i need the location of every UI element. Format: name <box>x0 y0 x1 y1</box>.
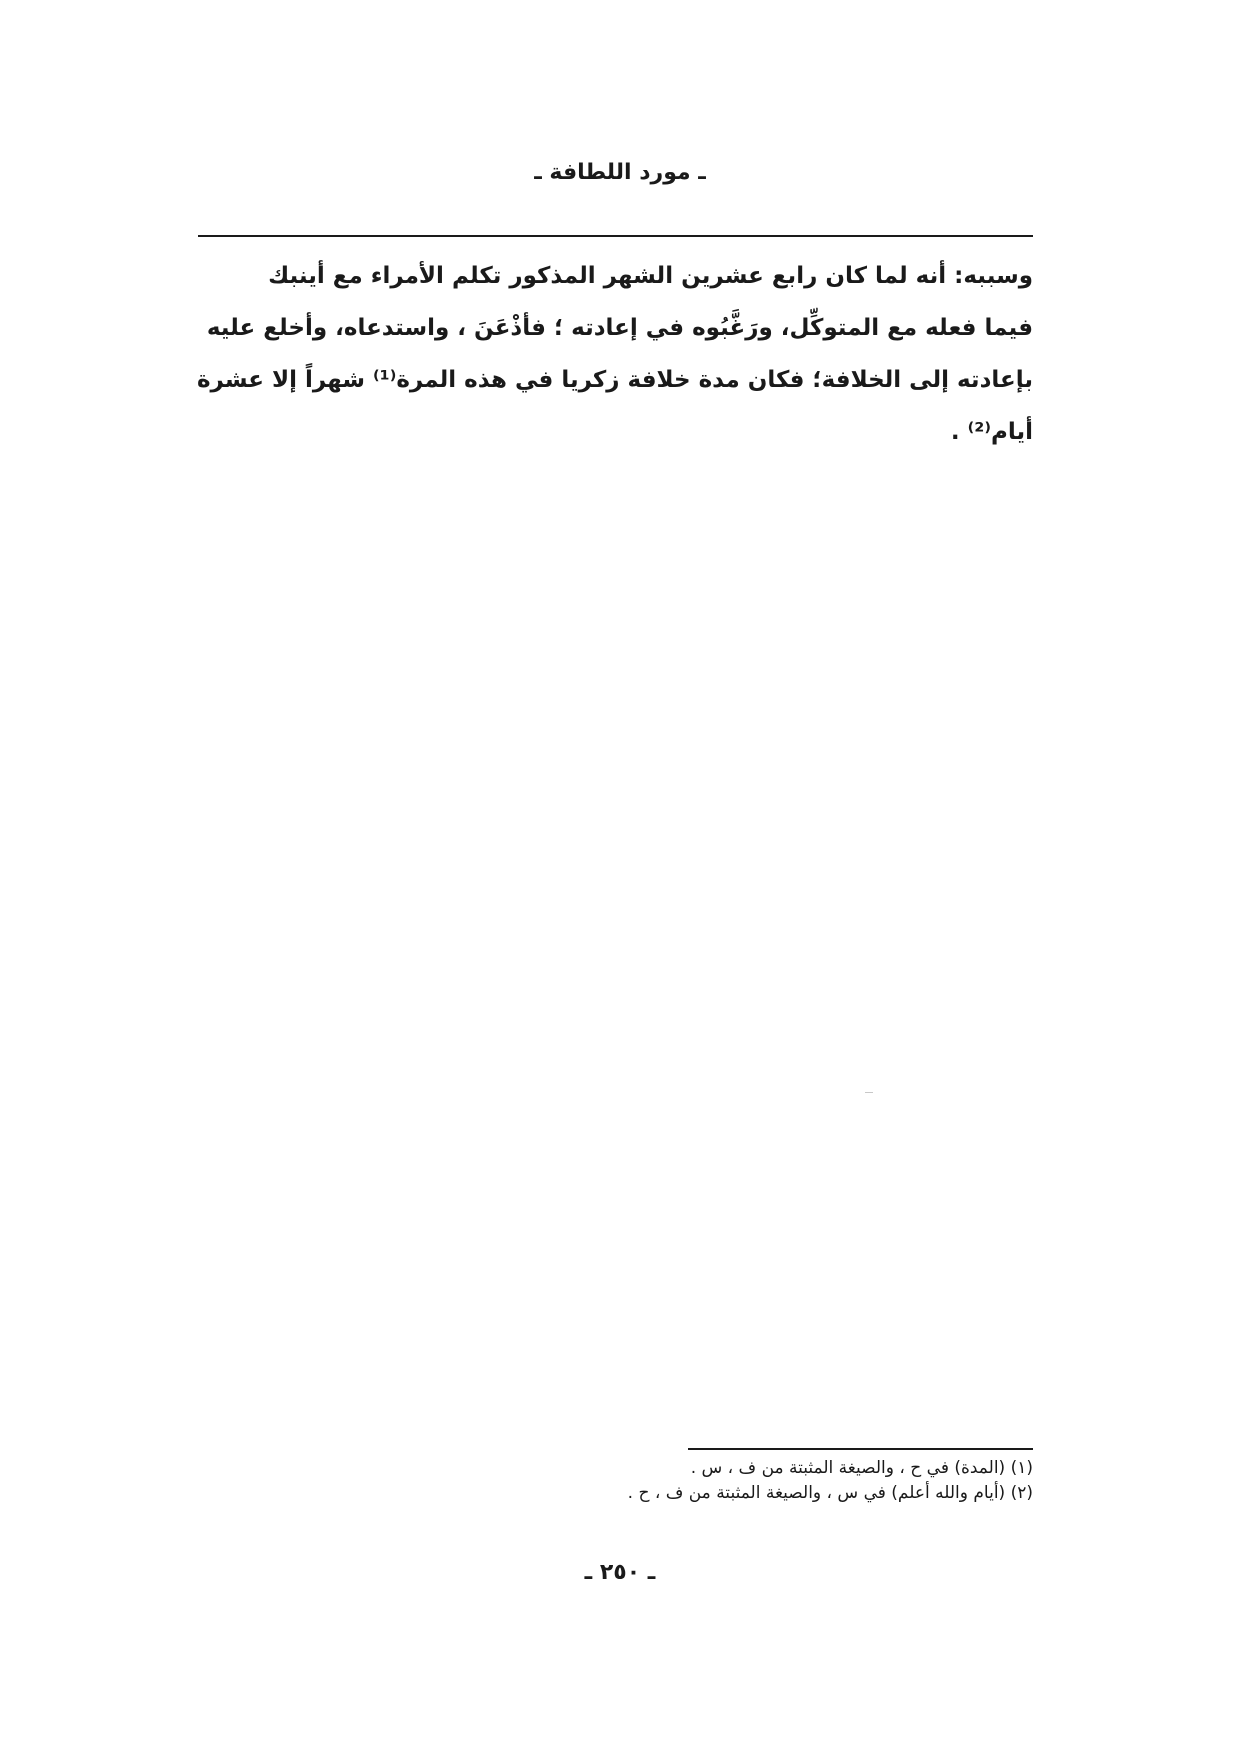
body-paragraph <box>198 250 1033 458</box>
body-line-3: بإعادته إلى الخلافة؛ فكان مدة خلافة زكريا في هذه المرة⁽¹⁾ شهراً إلا عشرة <box>196 367 1033 393</box>
header-rule <box>198 235 1033 237</box>
footnote-1: (١) (المدة) في ح ، والصيغة المثبتة من ف ، س . <box>690 1458 1033 1478</box>
footnote-2: (٢) (أيام والله أعلم) في س ، والصيغة المثبتة من ف ، ح . <box>627 1483 1033 1503</box>
body-line-1: وسببه: أنه لما كان رابع عشرين الشهر المذكور تكلم الأمراء مع أينبك <box>268 263 1033 289</box>
body-line-4: أيام⁽²⁾ . <box>950 419 1033 445</box>
page-number: ـ ٢٥٠ ـ <box>584 1560 656 1585</box>
running-header: ـ مورد اللطافة ـ <box>534 160 706 185</box>
footnotes <box>400 1456 1033 1506</box>
scan-speck <box>865 1092 873 1093</box>
body-line-2: فيما فعله مع المتوكِّل، ورَغَّبُوه في إعادته ؛ فأذْعَنَ ، واستدعاه، وأخلع عليه <box>206 315 1033 341</box>
footnote-rule <box>688 1448 1033 1450</box>
